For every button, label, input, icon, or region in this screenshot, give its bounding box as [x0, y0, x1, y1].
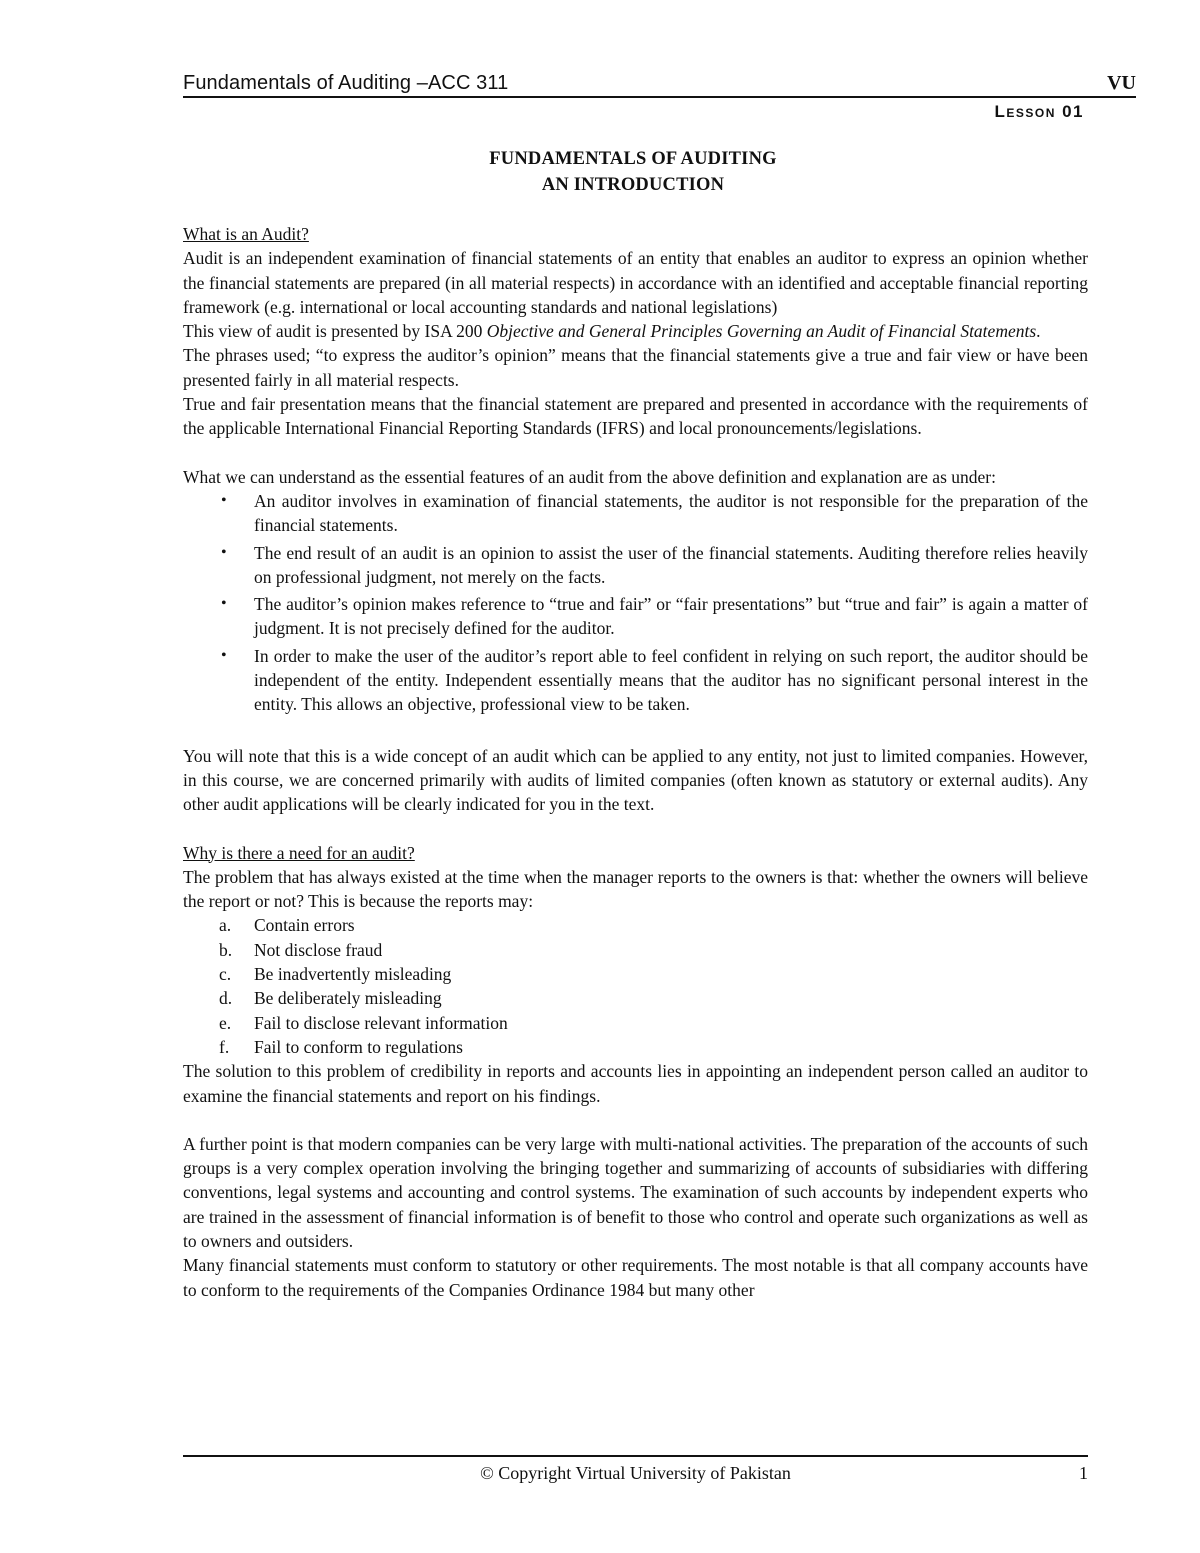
reasons-list	[183, 913, 1088, 1059]
list-item-text: An auditor involves in examination of financial statements, the auditor is not responsible for the preparation of the financial statements.	[254, 490, 1088, 536]
list-item	[183, 644, 1088, 717]
list-item	[183, 986, 1088, 1010]
section-heading-what-is-audit: What is an Audit?	[183, 224, 309, 244]
list-item-text: The auditor’s opinion makes reference to “true and fair” or “fair presentations” but “true and fair” is again a matter of judgment. It is not precisely defined for the auditor.	[254, 594, 1088, 639]
list-marker: a.	[219, 915, 232, 936]
list-marker: d.	[219, 988, 233, 1009]
list-item	[183, 913, 1088, 937]
isa-text-pre: This view of audit is presented by ISA 200	[183, 321, 487, 342]
header-vu-mark: VU	[1107, 72, 1136, 94]
spacer	[183, 817, 1088, 841]
page-number: 1	[1079, 1463, 1088, 1483]
list-item-text: Not disclose fraud	[254, 939, 383, 960]
bullet-icon: •	[221, 646, 227, 664]
bullet-icon: •	[221, 543, 227, 561]
spacer	[183, 1108, 1088, 1132]
list-item	[183, 938, 1088, 962]
page-footer	[183, 1455, 1088, 1497]
spacer	[183, 441, 1088, 465]
list-marker: f.	[219, 1036, 230, 1057]
title-line-2: AN INTRODUCTION	[541, 175, 725, 195]
features-list	[183, 489, 1088, 717]
list-item	[183, 1011, 1088, 1035]
paragraph-statutory: Many financial statements must conform to statutory or other requirements. The most notable is that all company accounts have to conform to the requirements of the Companies Ordinance 1984 but many other	[183, 1255, 1088, 1300]
footer-copyright: © Copyright Virtual University of Pakistan	[480, 1463, 791, 1483]
list-item	[183, 489, 1088, 538]
list-item-text: Fail to disclose relevant information	[254, 1012, 508, 1033]
list-item-text: In order to make the user of the auditor’s report able to feel confident in relying on such report, the auditor should be independent of the entity. Independent essentially means that the auditor has no significant personal interest in the entity. This allows an objective, professional view to be taken.	[254, 645, 1088, 715]
page-header	[183, 72, 1136, 98]
list-item	[183, 592, 1088, 641]
header-course-title: Fundamentals of Auditing –ACC 311	[183, 72, 509, 94]
paragraph-further-point: A further point is that modern companies can be very large with multi-national activities. The preparation of the accounts of such groups is a very complex operation involving the bringing together and summarizing of accounts of subsidiaries with differing conventions, legal systems and accounting and control systems. The examination of such accounts by independent experts who are trained in the assessment of financial information is of benefit to those who control and operate such organizations as well as to owners and outsiders.	[183, 1133, 1088, 1251]
isa-text-post: .	[1036, 321, 1041, 342]
document-body	[183, 222, 1088, 1302]
title-line-1: FUNDAMENTALS OF AUDITING	[489, 149, 777, 169]
document-title	[183, 146, 1083, 198]
list-marker: c.	[219, 964, 232, 985]
list-item-text: Be deliberately misleading	[254, 988, 442, 1009]
section-heading-why-audit: Why is there a need for an audit?	[183, 842, 415, 863]
paragraph-problem: The problem that has always existed at the time when the manager reports to the owners is that: whether the owners will believe the report or not? This is because the reports may:	[183, 866, 1088, 912]
paragraph-solution: The solution to this problem of credibility in reports and accounts lies in appointing an independent person called an auditor to examine the financial statements and report on his findings.	[183, 1061, 1088, 1106]
list-item-text: Contain errors	[254, 915, 355, 936]
list-item	[183, 962, 1088, 986]
paragraph-features-intro: What we can understand as the essential features of an audit from the above definition and explanation are as under:	[183, 466, 996, 487]
paragraph-isa-200	[183, 319, 1088, 343]
paragraph-wide-concept: You will note that this is a wide concept of an audit which can be applied to any entity, not just to limited companies. However, in this course, we are concerned primarily with audits of limited companies (often known as statutory or external audits). Any other audit applications will be clearly indicated for you in the text.	[183, 745, 1088, 815]
paragraph-true-and-fair: True and fair presentation means that the financial statement are prepared and presented in accordance with the requirements of the applicable International Financial Reporting Standards (IFRS) and local pronouncements/legislations.	[183, 394, 1088, 439]
isa-title-italic: Objective and General Principles Governing an Audit of Financial Statements	[486, 321, 1037, 342]
list-marker: e.	[219, 1012, 232, 1033]
list-item-text: Fail to conform to regulations	[254, 1036, 463, 1057]
list-item	[183, 1035, 1088, 1059]
list-item	[183, 541, 1088, 590]
paragraph-phrases-used: The phrases used; “to express the auditor’s opinion” means that the financial statements give a true and fair view or have been presented fairly in all material respects.	[183, 345, 1088, 390]
lesson-label: Lesson 01	[994, 102, 1084, 121]
list-marker: b.	[219, 939, 233, 960]
bullet-icon: •	[221, 595, 227, 613]
spacer	[183, 720, 1088, 744]
bullet-icon: •	[221, 491, 227, 509]
list-item-text: Be inadvertently misleading	[254, 964, 452, 985]
paragraph-audit-definition: Audit is an independent examination of financial statements of an entity that enables an auditor to express an opinion whether the financial statements are prepared (in all material respects) in accordance with an identified and acceptable financial reporting framework (e.g. international or local accounting standards and national legislations)	[183, 248, 1088, 317]
list-item-text: The end result of an audit is an opinion to assist the user of the financial statements. Auditing therefore relies heavily on professional judgment, not merely on the facts.	[254, 542, 1088, 587]
